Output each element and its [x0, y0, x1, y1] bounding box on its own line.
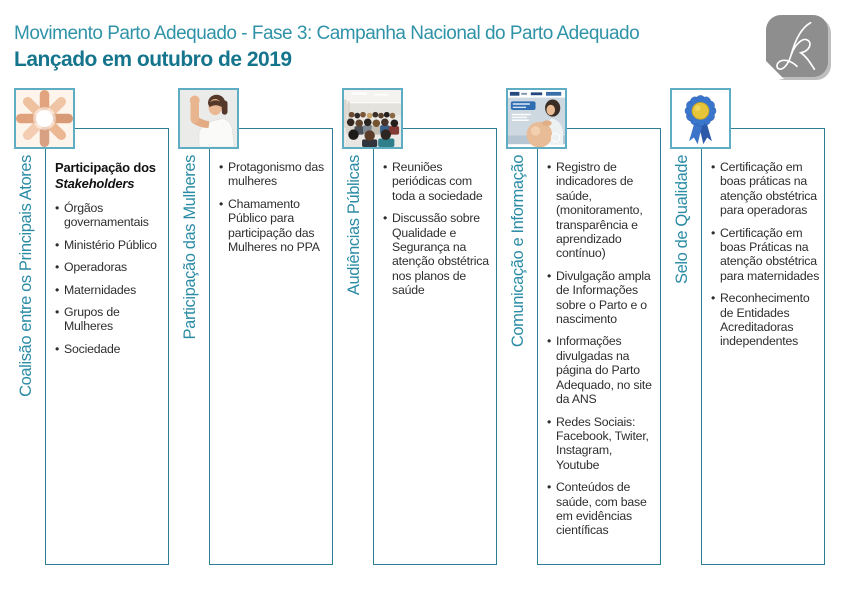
website-pregnancy-illustration: [508, 90, 565, 147]
phase-column: [506, 88, 661, 568]
column-header-line2: Stakeholders: [55, 175, 135, 191]
hands-circle-illustration: [16, 90, 73, 147]
bullet-item: • Conteúdos de saúde, com base em evidências científicas: [547, 480, 656, 538]
bullet-item: • Certificação em boas práticas na atenção obstétrica para operadoras: [711, 160, 820, 218]
award-ribbon-image: [670, 88, 731, 149]
phase-column: [342, 88, 497, 568]
column-label-rail: [14, 128, 45, 565]
bullet-item: • Registro de indicadores de saúde, (monitoramento, transparência e aprendizado contínuo): [547, 160, 656, 261]
column-label: Selo de Qualidade: [673, 155, 691, 284]
column-header: [55, 160, 164, 191]
bullet-item: • Protagonismo das mulheres: [219, 160, 328, 189]
column-label: Coalisão entre os Principais Atores: [17, 155, 35, 397]
audience-illustration: [344, 90, 401, 147]
website-pregnancy-image: [506, 88, 567, 149]
phase-column: [178, 88, 333, 568]
hands-circle-image: [14, 88, 75, 149]
column-label: Comunicação e Informação: [509, 155, 527, 348]
bullet-list: [383, 160, 492, 298]
slide-subtitle: Lançado em outubro de 2019: [14, 48, 292, 71]
bullet-item: • Sociedade: [55, 342, 164, 356]
bullet-item: • Certificação em boas Práticas na atenção obstétrica para maternidades: [711, 226, 820, 284]
phase-column: [670, 88, 825, 568]
column-content-box: [701, 128, 825, 565]
column-label-rail: [506, 128, 537, 565]
column-content-box: [209, 128, 333, 565]
column-label-rail: [178, 128, 209, 565]
bullet-list: [711, 160, 820, 349]
bullet-item: • Informações divulgadas na página do Parto Adequado, no site da ANS: [547, 334, 656, 406]
bullet-item: • Reconhecimento de Entidades Acreditadoras independentes: [711, 291, 820, 349]
bullet-item: • Órgãos governamentais: [55, 201, 164, 230]
bullet-item: • Chamamento Público para participação das Mulheres no PPA: [219, 197, 328, 255]
slide-header: [14, 21, 639, 73]
audience-image: [342, 88, 403, 149]
bullet-item: • Divulgação ampla de Informações sobre o Parto e o nascimento: [547, 269, 656, 327]
phase-column: [14, 88, 169, 568]
column-content-box: [45, 128, 169, 565]
award-ribbon-illustration: [672, 90, 729, 147]
bullet-item: • Reuniões periódicas com toda a sociedade: [383, 160, 492, 203]
bullet-item: • Grupos de Mulheres: [55, 305, 164, 334]
column-label-rail: [670, 128, 701, 565]
slide-title: Movimento Parto Adequado - Fase 3: Campanha Nacional do Parto Adequado: [14, 23, 640, 44]
column-content-box: [537, 128, 661, 565]
column-label: Audiências Públicas: [345, 155, 363, 296]
woman-strong-image: [178, 88, 239, 149]
bullet-item: • Redes Sociais: Facebook, Twiter, Instagram, Youtube: [547, 415, 656, 473]
columns: [14, 88, 825, 568]
bullet-list: [219, 160, 328, 254]
bullet-list: [55, 201, 164, 356]
column-content-box: [373, 128, 497, 565]
column-label: Participação das Mulheres: [181, 155, 199, 340]
bullet-list: [547, 160, 656, 538]
bullet-item: • Ministério Público: [55, 238, 164, 252]
woman-strong-illustration: [180, 90, 237, 147]
logo-glyph-icon: [766, 15, 828, 77]
logo: [766, 15, 828, 77]
bullet-item: • Operadoras: [55, 260, 164, 274]
column-header-line1: Participação dos: [55, 160, 156, 175]
bullet-item: • Maternidades: [55, 283, 164, 297]
column-label-rail: [342, 128, 373, 565]
bullet-item: • Discussão sobre Qualidade e Segurança na atenção obstétrica nos planos de saúde: [383, 211, 492, 297]
